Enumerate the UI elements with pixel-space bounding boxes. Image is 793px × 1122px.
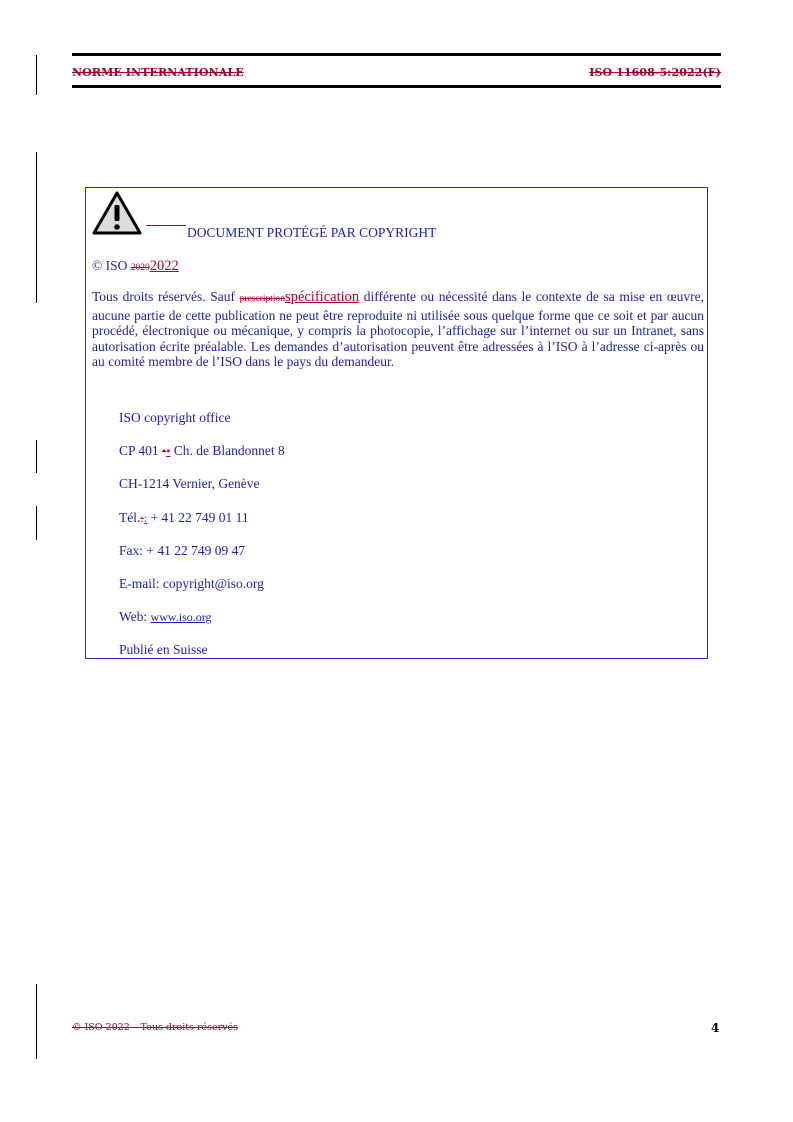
tel-inserted-colon: : bbox=[143, 511, 148, 525]
change-bar bbox=[36, 506, 37, 540]
web-link[interactable]: www.iso.org bbox=[150, 610, 212, 624]
address-web bbox=[119, 609, 212, 625]
page-header bbox=[72, 53, 721, 88]
address-email: E-mail: copyright@iso.org bbox=[119, 576, 264, 591]
page-number: 4 bbox=[711, 1021, 720, 1035]
change-bar bbox=[36, 55, 37, 95]
address-fax: Fax: + 41 22 749 09 47 bbox=[119, 543, 246, 558]
tel-prefix: Tél. bbox=[119, 510, 141, 525]
address-tel bbox=[119, 510, 249, 526]
address-city: CH-1214 Vernier, Genève bbox=[119, 476, 260, 491]
header-standard-id: ISO 11608-5:2022(F) bbox=[589, 66, 721, 79]
tel-value: + 41 22 749 01 11 bbox=[147, 510, 249, 525]
rights-paragraph bbox=[92, 289, 704, 370]
cp-suffix: Ch. de Blandonnet 8 bbox=[170, 443, 285, 458]
address-cp bbox=[119, 443, 285, 459]
change-bar bbox=[36, 984, 37, 1059]
footer-copyright: © ISO 2022 – Tous droits réservés bbox=[72, 1022, 239, 1033]
cp-deleted-bullet: • bbox=[162, 444, 167, 458]
web-label: Web: bbox=[119, 609, 151, 624]
change-bar bbox=[36, 440, 37, 473]
deleted-word: prescription bbox=[239, 294, 286, 304]
copyright-notice-box bbox=[85, 187, 708, 659]
tel-deleted-colon: : bbox=[140, 511, 144, 525]
address-office: ISO copyright office bbox=[119, 410, 231, 425]
published-in: Publié en Suisse bbox=[119, 642, 208, 657]
deleted-year: 2020 bbox=[130, 263, 150, 273]
copyright-prefix: © ISO bbox=[92, 258, 131, 273]
cp-inserted-bullet: • bbox=[166, 444, 171, 458]
warning-icon bbox=[91, 190, 143, 236]
paragraph-rest: différente ou nécessité dans le contexte de sa mise en œuvre, aucune partie de cette publication ne peut être reproduite ni utilisée sous quelque forme que ce soit et par aucun procédé, électronique ou mécanique, y compris la photocopie, l’affichage sur l’internet ou sur un Intranet, sans autorisation écrite préalable. Les demandes d’autorisation peuvent être adressées à l’ISO à l’adresse ci-après ou au comité membre de l’ISO dans le pays du demandeur. bbox=[92, 289, 704, 369]
copyright-line bbox=[92, 258, 179, 275]
title-deleted-tab bbox=[146, 225, 186, 226]
cp-prefix: CP 401 bbox=[119, 443, 163, 458]
notice-title: DOCUMENT PROTÉGÉ PAR COPYRIGHT bbox=[187, 225, 437, 240]
paragraph-start: Tous droits réservés. Sauf bbox=[92, 289, 240, 304]
inserted-year: 2022 bbox=[149, 258, 179, 274]
inserted-word: spécification bbox=[285, 289, 360, 305]
change-bar bbox=[36, 152, 37, 303]
header-standard-type: NORME INTERNATIONALE bbox=[72, 66, 244, 79]
